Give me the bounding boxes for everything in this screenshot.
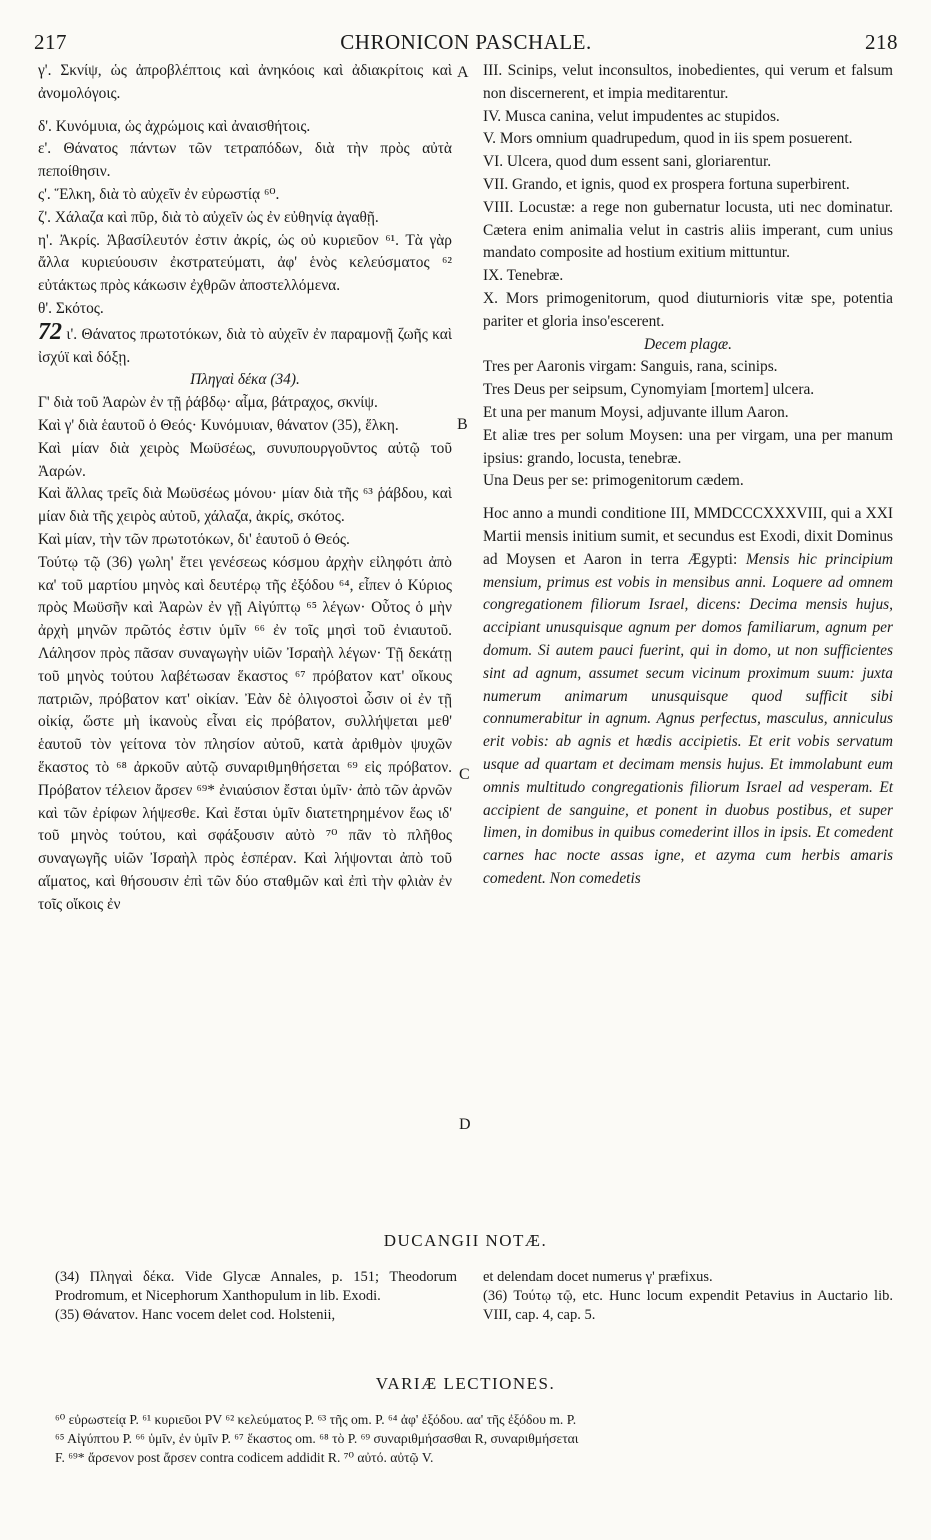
margin-marker: C — [459, 766, 470, 783]
greek-plague-9: θ'. Σκότος. — [38, 299, 104, 317]
margin-marker: B — [457, 416, 468, 433]
latin-plague-8: VIII. Locustæ: a rege non gubernatur locusta, uti nec dominatur. Cætera enim animalia velut in castris aliis imperant, cum unius mandato composite ad hostium exitium mittuntur. — [483, 198, 893, 262]
latin-paragraph: Una Deus per se: primogenitorum cædem. — [483, 472, 744, 490]
page-title: CHRONICON PASCHALE. — [340, 30, 592, 54]
latin-plague-4: IV. Musca canina, velut impudentes ac stupidos. — [483, 107, 780, 125]
greek-paragraph: Καὶ μίαν διὰ χειρὸς Μωϋσέως, συνυπουργοῦντος αὐτῷ τοῦ Ἀαρών. — [38, 439, 452, 480]
page-number-left: 217 — [34, 30, 67, 54]
variant-line: ⁶⁵ Αἰγύπτου P. ⁶⁶ ὑμῖν, ἐν ὑμῖν P. ⁶⁷ ἕκαστος om. ⁶⁸ τὸ P. ⁶⁹ συναριθμήσασθαι R, συναριθμήσεται — [55, 1431, 579, 1446]
greek-paragraph: Καὶ μίαν, τὴν τῶν πρωτοτόκων, δι' ἑαυτοῦ ὁ Θεός. — [38, 530, 350, 548]
greek-column — [38, 60, 452, 916]
notes-left — [55, 1268, 457, 1325]
latin-plague-3: III. Scinips, velut inconsultos, inobedientes, qui verum et falsum non discernerent, et impia meditarentur. — [483, 62, 893, 102]
latin-plague-9: IX. Tenebræ. — [483, 267, 564, 285]
latin-column — [483, 60, 893, 891]
greek-plague-5: ε'. Θάνατος πάντων τῶν τετραπόδων, διὰ τὴν πρὸς αὐτὰ πεποίθησιν. — [38, 140, 452, 181]
greek-paragraph: Καὶ ἄλλας τρεῖς διὰ Μωϋσέως μόνου· μίαν διὰ τῆς ⁶³ ῥάβδου, καὶ μίαν διὰ τῆς χειρὸς αὐτοῦ, χάλαζα, ἀκρίς, σκότος. — [38, 485, 452, 526]
latin-paragraph: Tres per Aaronis virgam: Sanguis, rana, scinips. — [483, 358, 778, 376]
latin-paragraph: Tres Deus per seipsum, Cynomyiam [mortem] ulcera. — [483, 381, 815, 399]
latin-quotation: Mensis hic principium mensium, primus est vobis in mensibus anni. Loquere ad omnem congregationem filiorum Israel, dicens: Decima mensis hujus, accipiant unusquisque agnum per domos familiarum, agnum per domum. Si autem pauci fuerint, qui in domo, ut non sufficientes sint ad agnum, assumet secum vicinum proximum suum: juxta numerum animarum unusquisque quod sufficit sibi connumerabitur in agnum. Agnus perfectus, masculus, anniculus erit vobis: ab agnis et hædis accipietis. Et erit vobis servatum usque ad quartam et decimam mensis hujus. Et immolabunt eum omnis multitudo congregationis filiorum Israel ad vesperam. Et accipient de sanguine, et ponent in duobus postibus, et super limen, in domibus in quibus comederint illos in ipsis. Et comedent carnes hac nocte assas igne, et azyma cum herbis amaris comedent. Non comedetis — [483, 550, 893, 887]
running-header — [34, 30, 898, 54]
greek-plague-7: ζ'. Χάλαζα καὶ πῦρ, διὰ τὸ αὐχεῖν ὡς ἐν εὐθηνίᾳ ἀγαθῇ. — [38, 208, 379, 226]
latin-paragraph: Et una per manum Moysi, adjuvante illum Aaron. — [483, 403, 789, 421]
greek-plague-10-text: ι'. Θάνατος πρωτοτόκων, διὰ τὸ αὐχεῖν ἐν παραμονῇ ζωῆς καὶ ἰσχύϊ καὶ δόξῃ. — [38, 325, 452, 366]
variants-heading: VARIÆ LECTIONES. — [375, 1374, 556, 1393]
greek-plague-4: δ'. Κυνόμυια, ὡς ἀχρώμοις καὶ ἀναισθήτοις. — [38, 117, 311, 135]
greek-plague-8: η'. Ἀκρίς. Ἀβασίλευτόν ἐστιν ἀκρίς, ὡς οὐ κυριεῦον ⁶¹. Τὰ γὰρ ἄλλα κυριεύουσιν ἐκστρατεύματι, ἀφ' ἑνὸς κελεύσματος ⁶² εὐτάκτως πρὸς κάκωσιν ἐχθρῶν ἀποστελλόμενα. — [38, 231, 452, 295]
latin-ten-plagues-heading: Decem plagæ. — [643, 335, 733, 353]
margin-marker: D — [459, 1116, 471, 1133]
variant-line: F. ⁶⁹* ἄρσενον post ἄρσεν contra codicem addidit R. ⁷⁰ αὐτό. αὐτῷ V. — [55, 1450, 434, 1465]
greek-plague-10 — [38, 318, 452, 370]
latin-paragraph — [483, 503, 893, 891]
greek-plague-3: γ'. Σκνίψ, ὡς ἀπροβλέπτοις καὶ ἀνηκόοις καὶ ἀδιακρίτοις καὶ ἀνομολόγοις. — [38, 62, 452, 102]
greek-plague-6: ς'. Ἕλκη, διὰ τὸ αὐχεῖν ἐν εὐρωστίᾳ ⁶⁰. — [38, 185, 280, 203]
section-number: 72 — [38, 318, 62, 345]
notes-heading: DUCANGII NOTÆ. — [383, 1231, 548, 1250]
note-text: et delendam docet numerus γ' præfixus. (36) Τούτῳ τῷ, etc. Hunc locum expendit Petavius in Auctario lib. VIII, cap. 4, cap. 5. — [483, 1269, 893, 1323]
notes-right — [483, 1268, 893, 1325]
latin-plague-7: VII. Grando, et ignis, quod ex prospera fortuna superbirent. — [483, 175, 850, 193]
greek-paragraph: Τούτῳ τῷ (36) γωλη' ἔτει γενέσεως κόσμου ἀρχὴν εἰληφότι ἀπὸ κα' τοῦ μαρτίου μηνὸς καὶ δευτέρῳ τῆς ἐξόδου ⁶⁴, εἶπεν ὁ Κύριος πρὸς Μωϋσῆν καὶ Ἀαρὼν ἐν γῇ Αἰγύπτῳ ⁶⁵ λέγων· Οὗτος ὁ μὴν ἀρχὴ μηνῶν πρῶτός ἐστιν ὑμῖν ⁶⁶ ἐν τοῖς μησὶ τοῦ ἐνιαυτοῦ. Λάλησον πρὸς πᾶσαν συναγωγὴν υἱῶν Ἰσραὴλ λέγων· Τῇ δεκάτῃ τοῦ μηνὸς τούτου λαβέτωσαν ἕκαστος ⁶⁷ πρόβατον κατ' οἴκους πατριῶν, πρόβατον κατ' οἰκίαν. Ἐὰν δὲ ὀλιγοστοὶ ὦσιν οἱ ἐν τῇ οἰκίᾳ, ὥστε μὴ ἱκανοὺς εἶναι εἰς πρόβατον, συλλήψεται μεθ' ἑαυτοῦ τὸν γείτονα τὸν πλησίον αὐτοῦ, κατὰ ἀριθμὸν ψυχῶν ἕκαστος τὸ ⁶⁸ ἀρκοῦν αὐτῷ συναριθμηθήσεται ⁶⁹ εἰς πρόβατον. Πρόβατον τέλειον ἄρσεν ⁶⁹* ἐνιαύσιον ἔσται ὑμῖν· ἀπὸ τῶν ἀρνῶν καὶ τῶν ἐρίφων λήψεσθε. Καὶ ἔσται ὑμῖν διατετηρημένον ἕως ιδ' τοῦ μηνὸς τούτου, καὶ σφάξουσιν αὐτὸ ⁷⁰ πᾶν τὸ πλῆθος συναγωγῆς υἱῶν Ἰσραὴλ πρὸς ἑσπέραν. Καὶ λήψονται ἀπὸ τοῦ αἵματος, καὶ θήσουσιν ἐπὶ τῶν δύο σταθμῶν καὶ ἐπὶ τὴν φλιὰν ἐν τοῖς οἴκοις ἐν — [38, 553, 452, 913]
variant-readings — [55, 1410, 895, 1467]
greek-paragraph: Καὶ γ' διὰ ἑαυτοῦ ὁ Θεός· Κυνόμυιαν, θάνατον (35), ἕλκη. — [38, 416, 399, 434]
latin-plague-6: VI. Ulcera, quod dum essent sani, gloriarentur. — [483, 153, 772, 171]
greek-paragraph: Γ' διὰ τοῦ Ἀαρὼν ἐν τῇ ῥάβδῳ· αἷμα, βάτραχος, σκνίψ. — [38, 394, 378, 412]
note-text: (34) Πληγαὶ δέκα. Vide Glycæ Annales, p. 151; Theodorum Prodromum, et Nicephorum Xanthopulum in lib. Exodi. (35) Θάνατον. Hanc vocem delet cod. Holstenii, — [55, 1269, 457, 1323]
latin-plague-10: X. Mors primogenitorum, quod diuturnioris vitæ spe, potentia pariter et gloria inso'escerent. — [483, 289, 893, 330]
latin-narrative: Hoc anno a mundi conditione III, MMDCCCXXXVIII, qui a XXI Martii mensis initium sumit, et secundus est Exodi, dixit Dominus ad Moysen et Aaron in terra Ægypti: — [483, 505, 893, 568]
latin-plague-5: V. Mors omnium quadrupedum, quod in iis spem posuerent. — [483, 130, 853, 148]
greek-ten-plagues-heading: Πληγαὶ δέκα (34). — [190, 371, 300, 389]
page-number-right: 218 — [865, 30, 898, 54]
variant-line: ⁶⁰ εὐρωστείᾳ P. ⁶¹ κυριεῦοι PV ⁶² κελεύματος P. ⁶³ τῆς om. P. ⁶⁴ ἀφ' ἐξόδου. αα' τῆς ἐξόδου m. P. — [55, 1412, 577, 1427]
margin-marker: A — [457, 64, 469, 81]
latin-paragraph: Et aliæ tres per solum Moysen: una per virgam, una per manum ipsius: grando, locusta, tenebræ. — [483, 426, 893, 467]
